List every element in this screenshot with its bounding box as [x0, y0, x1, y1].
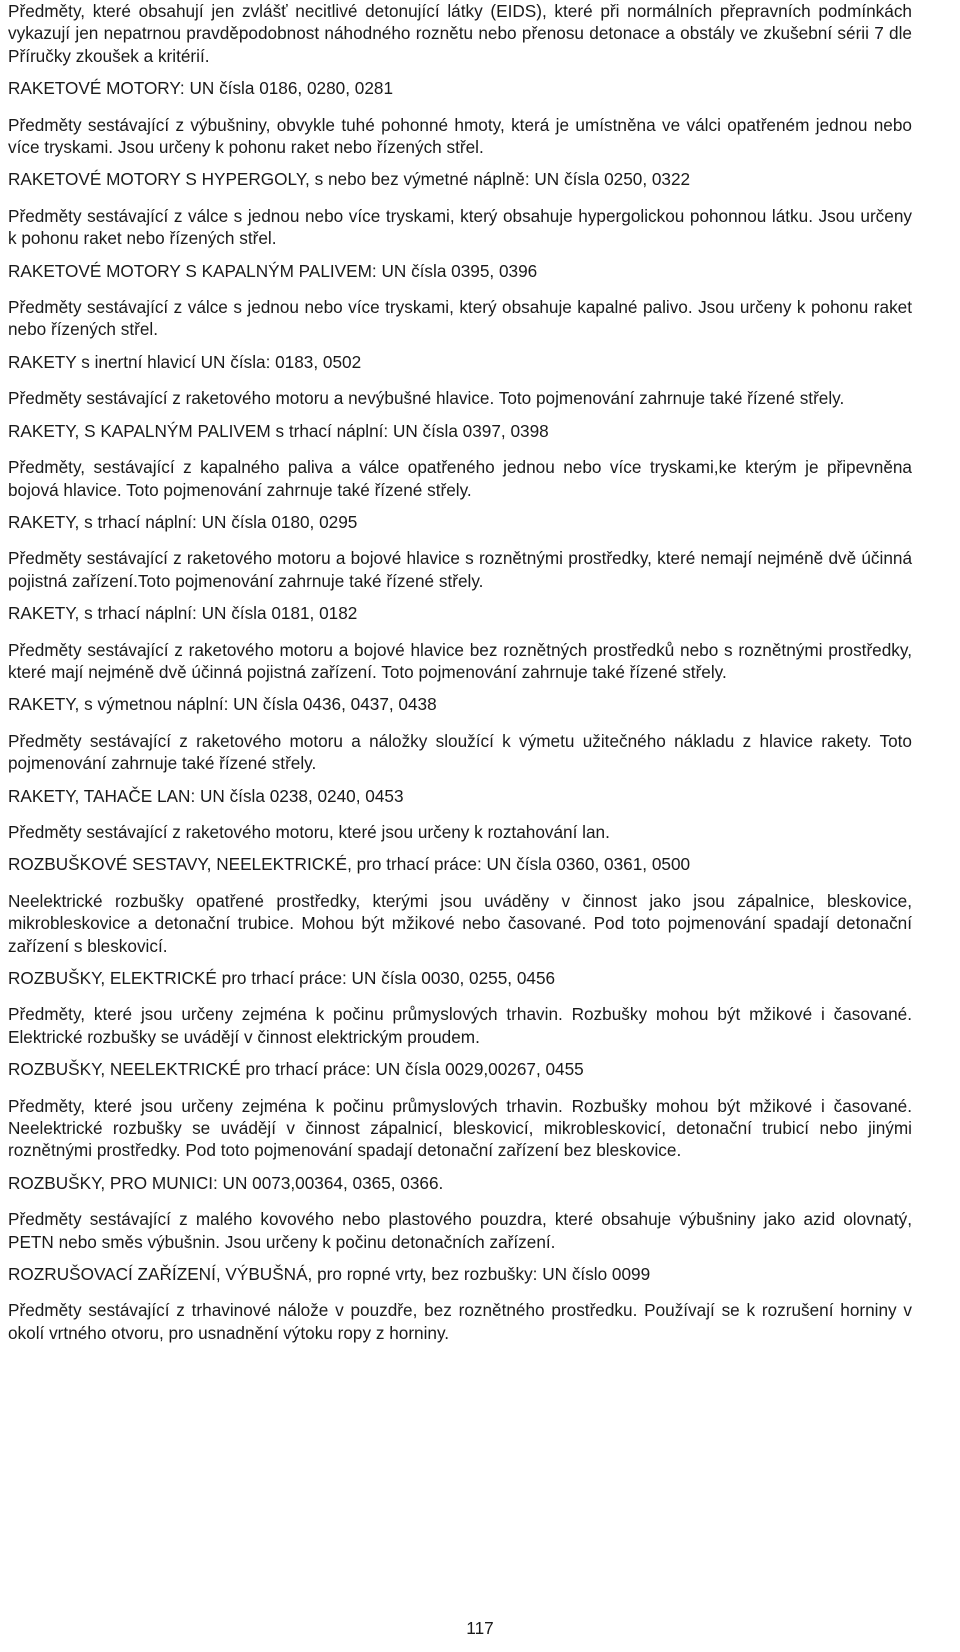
- entry-description: Předměty sestávající z malého kovového nebo plastového pouzdra, které obsahuje výbušniny jako azid olovnatý, PETN nebo směs výbušnin. Jsou určeny k počinu detonačních zařízení.: [8, 1209, 912, 1252]
- entry-rozbusky-elektricke: [8, 967, 912, 1048]
- entry-rakety-kapalne-palivo-trhaci: [8, 420, 912, 501]
- entry-heading: RAKETOVÉ MOTORY S KAPALNÝM PALIVEM: UN čísla 0395, 0396: [8, 260, 538, 281]
- entry-description: Předměty, které jsou určeny zejména k počinu průmyslových trhavin. Rozbušky mohou být mžikové i časované. Elektrické rozbušky se uvádějí v činnost elektrickým proudem.: [8, 1004, 912, 1047]
- entry-description: Předměty sestávající z raketového motoru a náložky sloužící k výmetu užitečného nákladu z hlavice rakety. Toto pojmenování zahrnuje také řízené střely.: [8, 730, 912, 774]
- entry-heading: ROZRUŠOVACÍ ZAŘÍZENÍ, VÝBUŠNÁ, pro ropné vrty, bez rozbušky: UN číslo 0099: [8, 1264, 651, 1285]
- entry-rakety-inertni-hlavice: [8, 351, 912, 410]
- page-number: 117: [466, 1618, 494, 1638]
- entry-rozbuskove-sestavy: [8, 853, 912, 957]
- entry-rakety-trhaci-0181: [8, 602, 912, 683]
- entry-raketove-motory: [8, 77, 912, 158]
- entry-heading: RAKETY, S KAPALNÝM PALIVEM s trhací náplní: UN čísla 0397, 0398: [8, 420, 549, 441]
- entry-description: Předměty, sestávající z kapalného paliva a válce opatřeného jednou nebo více tryskami,ke kterým je připevněna bojová hlavice. Toto pojmenování zahrnuje také řízené střely.: [8, 457, 912, 500]
- entry-heading: ROZBUŠKY, ELEKTRICKÉ pro trhací práce: UN čísla 0030, 0255, 0456: [8, 968, 556, 988]
- entry-description: Předměty sestávající z raketového motoru a bojové hlavice s roznětnými prostředky, které nemají nejméně dvě účinná pojistná zařízení.Toto pojmenování zahrnuje také řízené střely.: [8, 548, 912, 591]
- entry-rakety-tahace-lan: [8, 785, 912, 844]
- entry-heading: RAKETOVÉ MOTORY: UN čísla 0186, 0280, 0281: [8, 78, 393, 99]
- entry-rakety-vymetna-napln: [8, 693, 912, 774]
- entry-rozbusky-pro-munici: [8, 1172, 912, 1253]
- entry-description: Předměty sestávající z raketového motoru a nevýbušné hlavice. Toto pojmenování zahrnuje také řízené střely.: [8, 388, 845, 409]
- entry-heading: RAKETOVÉ MOTORY S HYPERGOLY, s nebo bez výmetné náplně: UN čísla 0250, 0322: [8, 169, 691, 190]
- entry-rozrusovaci-zarizeni: [8, 1263, 912, 1344]
- entry-heading: ROZBUŠKY, NEELEKTRICKÉ pro trhací práce: UN čísla 0029,00267, 0455: [8, 1059, 584, 1080]
- entry-heading: ROZBUŠKOVÉ SESTAVY, NEELEKTRICKÉ, pro trhací práce: UN čísla 0360, 0361, 0500: [8, 854, 691, 875]
- entry-rozbusky-neelektricke: [8, 1058, 912, 1162]
- document-page: [8, 0, 912, 1354]
- entry-rakety-trhaci-0180: [8, 511, 912, 592]
- entry-heading: ROZBUŠKY, PRO MUNICI: UN 0073,00364, 0365, 0366.: [8, 1172, 444, 1193]
- entry-description: Neelektrické rozbušky opatřené prostředky, kterými jsou uváděny v činnost jako jsou zápalnice, bleskovice, mikrobleskovice a detonační trubice. Mohou být mžikové nebo časované. Pod toto pojmenování spadají detonační zařízení s bleskovicí.: [8, 890, 912, 956]
- entry-description: Předměty sestávající z raketového motoru, které jsou určeny k roztahování lan.: [8, 821, 610, 842]
- entry-heading: RAKETY s inertní hlavicí UN čísla: 0183, 0502: [8, 351, 362, 372]
- entry-description: Předměty sestávající z raketového motoru a bojové hlavice bez roznětných prostředků nebo s roznětnými prostředky, které mají nejméně dvě účinná pojistná zařízení. Toto pojmenování zahrnuje také řízené střely.: [8, 639, 912, 682]
- entry-raketove-motory-kapalne-palivo: [8, 260, 912, 341]
- entry-description: Předměty sestávající z válce s jednou nebo více tryskami, který obsahuje kapalné palivo. Jsou určeny k pohonu raket nebo řízených střel.: [8, 297, 912, 340]
- entry-description: Předměty, které jsou určeny zejména k počinu průmyslových trhavin. Rozbušky mohou být mžikové i časované. Neelektrické rozbušky se uvádějí v činnost zápalnicí, bleskovicí, mikrobleskovicí, detonační trubicí nebo jinými roznětnými prostředky. Pod toto pojmenování spadají detonační zařízení bez bleskovice.: [8, 1095, 912, 1161]
- intro-paragraph: Předměty, které obsahují jen zvlášť necitlivé detonující látky (EIDS), které při normálních přepravních podmínkách vykazují jen nepatrnou pravděpodobnost náhodného roznětu nebo přenosu detonace a obstály ve zkušební sérii 7 dle Příručky zkoušek a kritérií.: [8, 1, 912, 66]
- entry-heading: RAKETY, TAHAČE LAN: UN čísla 0238, 0240, 0453: [8, 785, 404, 806]
- entry-heading: RAKETY, s trhací náplní: UN čísla 0180, 0295: [8, 511, 358, 532]
- entry-heading: RAKETY, s výmetnou náplní: UN čísla 0436, 0437, 0438: [8, 694, 437, 715]
- entry-description: Předměty sestávající z trhavinové nálože v pouzdře, bez roznětného prostředku. Používají se k rozrušení horniny v okolí vrtného otvoru, pro usnadnění výtoku ropy z horniny.: [8, 1300, 912, 1343]
- entry-list: [8, 77, 912, 1344]
- entry-heading: RAKETY, s trhací náplní: UN čísla 0181, 0182: [8, 603, 358, 624]
- entry-description: Předměty sestávající z výbušniny, obvykle tuhé pohonné hmoty, která je umístněna ve válci opatřeném jednou nebo více tryskami. Jsou určeny k pohonu raket nebo řízených střel.: [8, 114, 912, 158]
- entry-description: Předměty sestávající z válce s jednou nebo více tryskami, který obsahuje hypergolickou pohonnou látku. Jsou určeny k pohonu raket nebo řízených střel.: [8, 205, 912, 249]
- entry-raketove-motory-s-hypergoly: [8, 168, 912, 249]
